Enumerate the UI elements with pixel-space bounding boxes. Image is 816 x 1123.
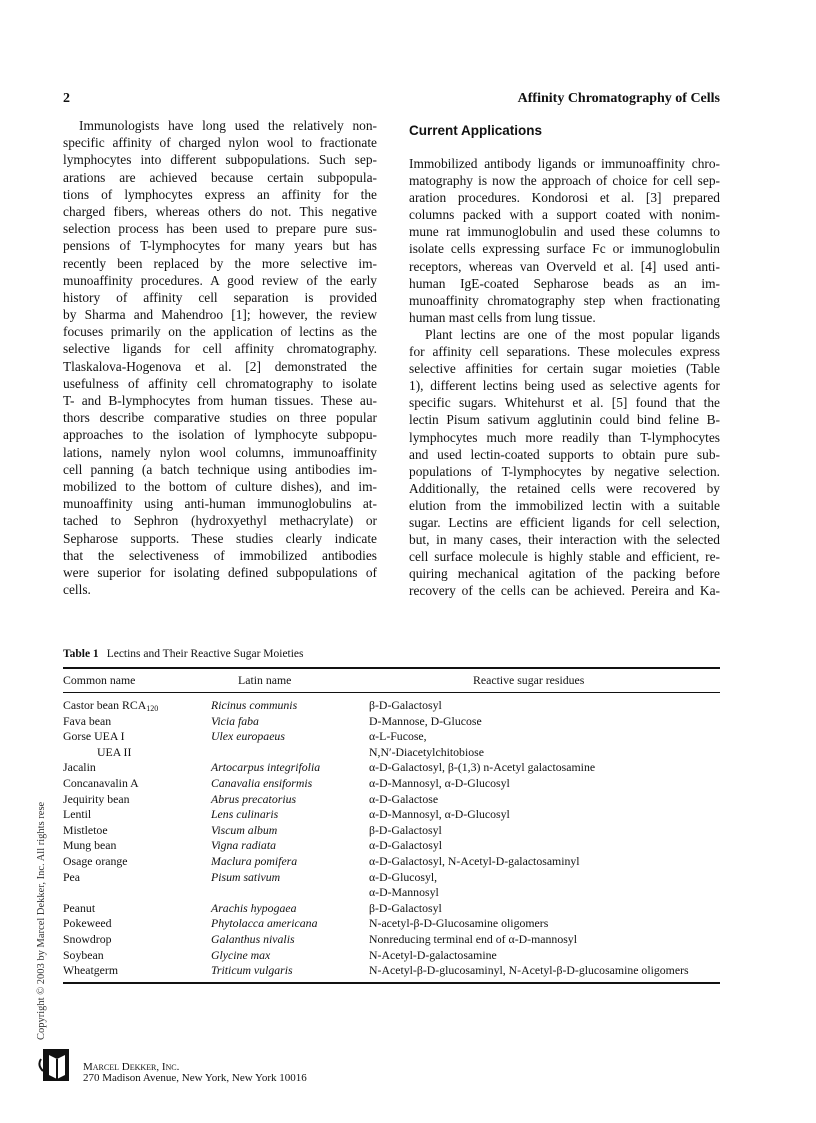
text-line: isolate cells expressing surface Fc or immunoglobulin bbox=[409, 241, 720, 257]
text-line: T- and B-lymphocytes from human tissues. These au- bbox=[63, 393, 377, 408]
residues-cell: N-Acetyl-D-galactosamine bbox=[369, 947, 497, 962]
table-row bbox=[63, 854, 720, 870]
text-line: arations are achieved because certain subpopula- bbox=[63, 169, 377, 185]
common-name-cell: Pea bbox=[63, 869, 81, 884]
text-line: elution from the immobilized lectin with a suitable bbox=[409, 497, 720, 513]
text-line: cell surface molecule is highly stable and efficient, re- bbox=[409, 549, 720, 565]
text-line: by Sharma and Mahendroo [1]; however, the review bbox=[63, 307, 377, 323]
right-column bbox=[409, 155, 720, 599]
header-reactive-sugar: Reactive sugar residues bbox=[473, 673, 585, 687]
text-line: thors describe comparative studies on three popular bbox=[63, 410, 377, 426]
table-row bbox=[63, 838, 720, 854]
text-line: usefulness of affinity cell chromatography to isolate bbox=[63, 375, 377, 391]
latin-name-cell: Vicia faba bbox=[211, 713, 259, 728]
residues-cell: α-D-Galactosyl bbox=[369, 838, 443, 853]
text-line: populations of T-lymphocytes by negative selection. bbox=[409, 463, 720, 479]
latin-name-cell: Abrus precatorius bbox=[211, 791, 297, 806]
residues-cell: N-Acetyl-β-D-glucosaminyl, N-Acetyl-β-D-glucosamine oligomers bbox=[369, 963, 689, 978]
common-name-cell: Snowdrop bbox=[63, 932, 112, 946]
text-line: history of affinity cell separation is provided bbox=[63, 289, 377, 305]
common-name-cell: Jequirity bean bbox=[63, 791, 130, 806]
table-row bbox=[63, 698, 720, 714]
text-line: Immobilized antibody ligands or immunoaffinity chro- bbox=[409, 156, 720, 171]
text-line: lymphocytes much more readily than T-lymphocytes bbox=[409, 429, 720, 445]
text-line: sugar. Lectins are efficient ligands for cell selection, bbox=[409, 514, 720, 530]
text-line: matography is now the approach of choice for cell sep- bbox=[409, 173, 720, 189]
table-row bbox=[63, 932, 720, 948]
header-common-name: Common name bbox=[63, 673, 136, 687]
text-line: munoaffinity chromatography step when fractionating bbox=[409, 292, 720, 308]
latin-name-cell: Ulex europaeus bbox=[211, 729, 285, 744]
common-name-cell: UEA II bbox=[97, 744, 132, 759]
page-number: 2 bbox=[63, 91, 70, 106]
latin-name-cell: Viscum album bbox=[211, 822, 278, 837]
latin-name-cell: Galanthus nivalis bbox=[211, 932, 295, 946]
table-row bbox=[63, 807, 720, 823]
text-line: selective affinities for certain sugar moieties (Table bbox=[409, 361, 720, 377]
residues-cell: N-acetyl-β-D-Glucosamine oligomers bbox=[369, 916, 549, 931]
text-line: were superior for isolating defined subpopulations of bbox=[63, 564, 377, 580]
text-line: munoaffinity procedures. A good review of the early bbox=[63, 272, 377, 288]
text-line: mobilized to the bottom of culture dishes), and im- bbox=[63, 478, 377, 494]
residues-cell: β-D-Galactosyl bbox=[369, 822, 442, 837]
text-line: charged fibers, whereas others do not. This negative bbox=[63, 203, 377, 219]
table-row bbox=[63, 745, 720, 761]
table-title: Lectins and Their Reactive Sugar Moieties bbox=[106, 648, 304, 660]
latin-name-cell: Vigna radiata bbox=[211, 838, 276, 853]
table-bottom-rule bbox=[63, 982, 720, 984]
table-row bbox=[63, 916, 720, 932]
table-label: Table 1 bbox=[63, 648, 99, 660]
table-row bbox=[63, 714, 720, 730]
residues-cell: N,N′-Diacetylchitobiose bbox=[369, 744, 484, 759]
text-line: specific affinity of charged nylon wool to fractionate bbox=[63, 135, 377, 151]
table-row bbox=[63, 901, 720, 917]
latin-name-cell: Maclura pomifera bbox=[211, 854, 298, 868]
common-name-cell: Fava bean bbox=[63, 713, 112, 728]
latin-name-cell: Ricinus communis bbox=[211, 698, 298, 712]
table-top-rule bbox=[63, 667, 720, 669]
common-name-cell: Castor bean $RCA_{120}$ bbox=[63, 698, 159, 713]
residues-cell: D-Mannose, D-Glucose bbox=[369, 713, 482, 728]
text-line: approaches to the isolation of lymphocyte subpopu- bbox=[63, 427, 377, 443]
latin-name-cell: Arachis hypogaea bbox=[211, 900, 297, 915]
latin-name-cell: Phytolacca americana bbox=[211, 916, 318, 931]
table-header-rule bbox=[63, 692, 720, 693]
common-name-cell: Gorse UEA I bbox=[63, 729, 125, 744]
residues-cell: α-D-Mannosyl, α-D-Glucosyl bbox=[369, 807, 510, 822]
text-line: human IgE-coated Sepharose beads as an im- bbox=[409, 275, 720, 291]
text-line: focuses primarily on the application of lectins as the bbox=[63, 324, 377, 340]
text-line: mune rat immunoglobulin and used these columns to bbox=[409, 224, 720, 240]
table-row bbox=[63, 963, 720, 979]
text-line: human mast cells from lung tissue. bbox=[409, 309, 596, 325]
residues-cell: α-D-Mannosyl bbox=[369, 885, 439, 900]
residues-cell: α-D-Mannosyl, α-D-Glucosyl bbox=[369, 776, 510, 790]
text-line: but, in many cases, their interaction with the selected bbox=[409, 532, 720, 548]
text-line: specific sugars. Whitehurst et al. [5] found that the bbox=[409, 395, 720, 411]
text-line: pensions of T-lymphocytes for many years but has bbox=[63, 238, 377, 254]
latin-name-cell: Triticum vulgaris bbox=[211, 963, 293, 978]
residues-cell: β-D-Galactosyl bbox=[369, 900, 442, 915]
text-line: quiring mechanical agitation of the packing before bbox=[409, 566, 720, 582]
text-line: munoaffinity using anti-human immunoglobulins at- bbox=[63, 496, 377, 512]
text-line: cells. bbox=[63, 582, 91, 598]
text-line: lations, namely nylon wool columns, immunoaffinity bbox=[63, 444, 377, 460]
text-line: Immunologists have long used the relatively non- bbox=[79, 118, 377, 133]
text-line: receptors, whereas van Overveld et al. [4] used anti- bbox=[409, 258, 720, 274]
text-line: selection process has been used to prepare pure sus- bbox=[63, 221, 377, 237]
text-line: recently been replaced by the more selective im- bbox=[63, 255, 377, 271]
text-line: Additionally, the retained cells were recovered by bbox=[409, 480, 720, 496]
latin-name-cell: Pisum sativum bbox=[211, 869, 281, 884]
residues-cell: α-D-Galactose bbox=[369, 791, 439, 806]
text-line: recovery of the cells can be achieved. Pereira and Ka- bbox=[409, 583, 720, 599]
table-row bbox=[63, 760, 720, 776]
table-row bbox=[63, 729, 720, 745]
text-line: cell panning (a batch technique using antibodies im- bbox=[63, 461, 377, 477]
text-line: and used lectin-coated supports to obtain pure sub- bbox=[409, 446, 720, 462]
text-line: columns packed with a support coated with nonim- bbox=[409, 207, 720, 223]
text-line: aration procedures. Kondorosi et al. [3] prepared bbox=[409, 190, 720, 206]
text-line: Sepharose supports. These studies clearly indicate bbox=[63, 530, 377, 546]
section-heading: Current Applications bbox=[409, 123, 543, 138]
latin-name-cell: Glycine max bbox=[211, 947, 271, 962]
text-line: lectin Pisum sativum agglutinin could bind feline B- bbox=[409, 412, 720, 428]
common-name-cell: Peanut bbox=[63, 900, 96, 915]
table-row bbox=[63, 776, 720, 792]
subscript: 120 bbox=[146, 704, 159, 713]
latin-name-cell: Canavalia ensiformis bbox=[211, 776, 313, 790]
publisher-name: Marcel Dekker, Inc. bbox=[83, 1061, 180, 1073]
copyright-notice: Copyright © 2003 by Marcel Dekker, Inc. All rights rese bbox=[36, 801, 47, 1040]
text-line: tions of lymphocytes express an affinity for the bbox=[63, 186, 377, 202]
residues-cell: β-D-Galactosyl bbox=[369, 698, 442, 712]
residues-cell: α-L-Fucose, bbox=[369, 729, 427, 744]
table-row bbox=[63, 948, 720, 964]
text-line: that the selectiveness of immobilized antibodies bbox=[63, 547, 377, 563]
text-line: Tlaskalova-Hogenova et al. [2] demonstrated the bbox=[63, 358, 377, 374]
left-column bbox=[63, 117, 377, 598]
running-title: Affinity Chromatography of Cells bbox=[517, 91, 720, 106]
latin-name-cell: Lens culinaris bbox=[211, 807, 279, 822]
text-line: for affinity cell separations. These molecules express bbox=[409, 344, 720, 360]
residues-cell: α-D-Galactosyl, β-(1,3) n-Acetyl galactosamine bbox=[369, 760, 596, 775]
common-name-cell: Concanavalin A bbox=[63, 776, 139, 790]
residues-cell: α-D-Galactosyl, N-Acetyl-D-galactosaminyl bbox=[369, 854, 580, 868]
table-row bbox=[63, 792, 720, 808]
residues-cell: Nonreducing terminal end of α-D-mannosyl bbox=[369, 932, 577, 946]
table-caption bbox=[63, 648, 304, 660]
common-name-cell: Soybean bbox=[63, 947, 104, 962]
common-name-cell: Osage orange bbox=[63, 854, 128, 868]
common-name-cell: Mistletoe bbox=[63, 822, 108, 837]
common-name-cell: Jacalin bbox=[63, 760, 96, 775]
table-header-row bbox=[63, 673, 720, 689]
publisher-address: 270 Madison Avenue, New York, New York 10016 bbox=[83, 1072, 307, 1084]
text-line: Plant lectins are one of the most popular ligands bbox=[425, 326, 720, 342]
publisher-logo-icon bbox=[37, 1047, 73, 1083]
table-row bbox=[63, 870, 720, 886]
table-row bbox=[63, 823, 720, 839]
text-line: 1), different lectins being used as selective agents for bbox=[409, 378, 720, 394]
text-line: lymphocytes into different subpopulations. Such sep- bbox=[63, 152, 377, 168]
table-row bbox=[63, 885, 720, 901]
residues-cell: α-D-Glucosyl, bbox=[369, 869, 438, 884]
latin-name-cell: Artocarpus integrifolia bbox=[211, 760, 321, 775]
common-name-cell: Wheatgerm bbox=[63, 963, 119, 978]
text-line: selective ligands for cell affinity chromatography. bbox=[63, 341, 377, 357]
text-line: tached to Sephron (hydroxyethyl methacrylate) or bbox=[63, 513, 377, 529]
common-name-cell: Lentil bbox=[63, 807, 92, 822]
common-name-cell: Mung bean bbox=[63, 838, 117, 853]
common-name-cell: Pokeweed bbox=[63, 916, 112, 931]
header-latin-name: Latin name bbox=[238, 673, 292, 687]
